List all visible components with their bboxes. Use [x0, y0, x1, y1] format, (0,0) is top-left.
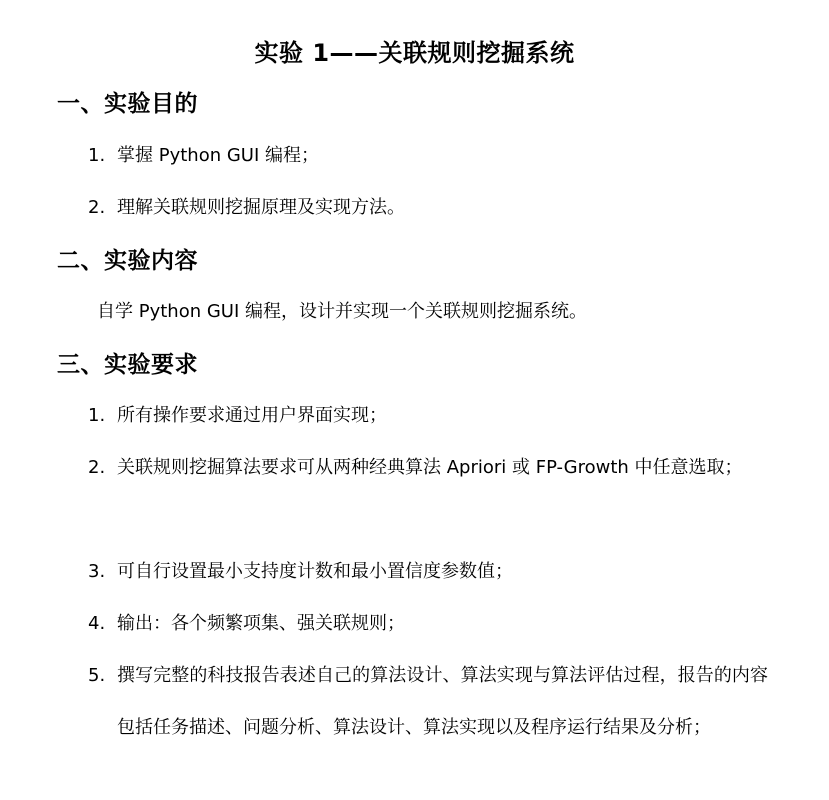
content-paragraph: 自学 Python GUI 编程，设计并实现一个关联规则挖掘系统。 — [97, 301, 587, 322]
list-item-text: 可自行设置最小支持度计数和最小置信度参数值； — [117, 561, 513, 582]
section-heading-purpose: 一、实验目的 — [57, 91, 198, 117]
list-item — [88, 546, 513, 598]
list-item-number: 1. — [88, 145, 106, 166]
list-item-text: 撰写完整的科技报告表述自己的算法设计、算法实现与算法评估过程，报告的内容包括任务描述、问题分析、算法设计、算法实现以及程序运行结果及分析； — [117, 665, 768, 738]
document-title: 实验 1——关联规则挖掘系统 — [254, 39, 575, 67]
list-item-number: 4. — [88, 613, 106, 634]
list-item — [88, 598, 405, 650]
list-item-number: 2. — [88, 197, 106, 218]
list-item — [88, 390, 387, 442]
list-item-text: 输出：各个频繁项集、强关联规则； — [117, 613, 405, 634]
list-item — [88, 130, 319, 182]
list-item-text: 关联规则挖掘算法要求可从两种经典算法 Apriori 或 FP-Growth 中任意选取； — [117, 457, 743, 478]
section-heading-content: 二、实验内容 — [57, 248, 198, 274]
list-item-number: 3. — [88, 561, 106, 582]
list-item-number: 2. — [88, 457, 106, 478]
list-item-text: 掌握 Python GUI 编程； — [117, 145, 319, 166]
list-item-number: 1. — [88, 405, 106, 426]
list-item — [88, 182, 405, 234]
list-item — [88, 650, 768, 754]
list-item-number: 5. — [88, 665, 106, 686]
list-item-text: 理解关联规则挖掘原理及实现方法。 — [117, 197, 405, 218]
list-item — [88, 442, 768, 494]
section-heading-requirements: 三、实验要求 — [57, 352, 198, 378]
list-item-text: 所有操作要求通过用户界面实现； — [117, 405, 387, 426]
